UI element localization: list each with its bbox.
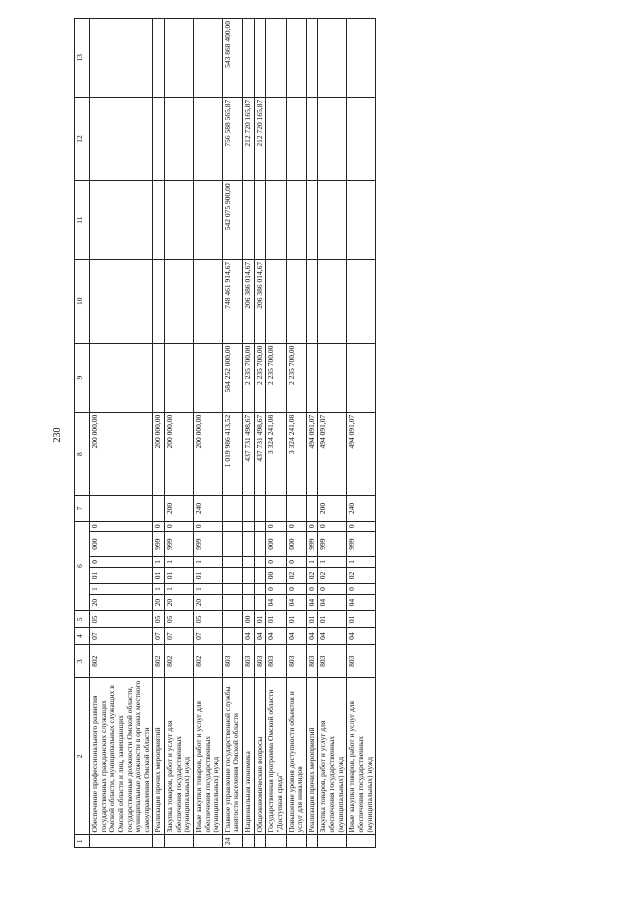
target-code-part: 0 xyxy=(318,584,347,594)
amount-col-9 xyxy=(347,343,376,412)
header-cell: 5 xyxy=(75,611,90,628)
row-name: Закупка товаров, работ и услуг для обеспечения государственных (муниципальных) нужд xyxy=(318,678,347,835)
target-code-part xyxy=(254,594,266,611)
target-code-part xyxy=(222,521,242,531)
amount-col-13 xyxy=(153,19,165,98)
target-code-part: 999 xyxy=(318,532,347,557)
table-row xyxy=(347,19,376,848)
expense-type-code xyxy=(286,496,306,521)
amount-col-9: 2 235 700,00 xyxy=(254,343,266,412)
target-code-part: 02 xyxy=(286,567,306,584)
header-cell: 2 xyxy=(75,678,90,835)
table-row xyxy=(306,19,318,848)
target-code-part: 000 xyxy=(266,532,286,557)
amount-col-12 xyxy=(347,97,376,181)
target-code-part: 02 xyxy=(318,567,347,584)
section-code: 04 xyxy=(306,628,318,645)
expense-type-code xyxy=(254,496,266,521)
target-code-part xyxy=(222,567,242,584)
amount-col-8: 200 000,00 xyxy=(165,412,194,496)
target-code-part xyxy=(243,584,255,594)
target-code-part: 04 xyxy=(318,594,347,611)
header-cell: 7 xyxy=(75,496,90,521)
header-cell: 4 xyxy=(75,628,90,645)
amount-col-13 xyxy=(254,19,266,98)
budget-table xyxy=(74,18,376,848)
target-code-part: 1 xyxy=(165,584,194,594)
target-code-part: 999 xyxy=(193,532,222,557)
amount-col-12 xyxy=(266,97,286,181)
ministry-code: 803 xyxy=(318,644,347,677)
amount-col-8: 494 091,07 xyxy=(318,412,347,496)
section-code: 04 xyxy=(318,628,347,645)
amount-col-10 xyxy=(90,259,153,343)
target-code-part: 0 xyxy=(90,521,153,531)
target-code-part: 1 xyxy=(318,557,347,567)
amount-col-11 xyxy=(318,181,347,260)
target-code-part: 0 xyxy=(153,521,165,531)
row-number: 24 xyxy=(222,835,242,848)
subsection-code: 05 xyxy=(193,611,222,628)
row-name: Государственная программа Омской области "Доступная среда" xyxy=(266,678,286,835)
subsection-code: 01 xyxy=(254,611,266,628)
target-code-part xyxy=(254,584,266,594)
target-code-part xyxy=(243,521,255,531)
target-code-part: 20 xyxy=(193,594,222,611)
header-cell: 12 xyxy=(75,97,90,181)
target-code-part: 000 xyxy=(90,532,153,557)
amount-col-13 xyxy=(266,19,286,98)
row-number xyxy=(318,835,347,848)
table-row xyxy=(266,19,286,848)
row-name: Иные закупки товаров, работ и услуг для обеспечения государственных (муниципальных) нужд xyxy=(347,678,376,835)
row-number xyxy=(243,835,255,848)
header-cell: 11 xyxy=(75,181,90,260)
table-row xyxy=(165,19,194,848)
section-code: 04 xyxy=(266,628,286,645)
amount-col-9 xyxy=(165,343,194,412)
amount-col-10 xyxy=(318,259,347,343)
target-code-part: 0 xyxy=(90,557,153,567)
row-number xyxy=(266,835,286,848)
table-row xyxy=(153,19,165,848)
target-code-part: 1 xyxy=(306,557,318,567)
subsection-code xyxy=(222,611,242,628)
row-name: Повышение уровня доступности объектов и услуг для инвалидов xyxy=(286,678,306,835)
amount-col-13 xyxy=(193,19,222,98)
table-row xyxy=(318,19,347,848)
table-row xyxy=(254,19,266,848)
header-cell: 9 xyxy=(75,343,90,412)
amount-col-8: 437 731 498,67 xyxy=(254,412,266,496)
target-code-part: 0 xyxy=(306,584,318,594)
target-code-part: 04 xyxy=(347,594,376,611)
section-code: 07 xyxy=(153,628,165,645)
target-code-part xyxy=(222,594,242,611)
amount-col-9 xyxy=(90,343,153,412)
target-code-part: 1 xyxy=(153,557,165,567)
row-name: Реализация прочих мероприятий xyxy=(306,678,318,835)
expense-type-code xyxy=(266,496,286,521)
target-code-part xyxy=(254,567,266,584)
subsection-code: 05 xyxy=(165,611,194,628)
target-code-part: 20 xyxy=(165,594,194,611)
amount-col-10 xyxy=(266,259,286,343)
ministry-code: 803 xyxy=(266,644,286,677)
expense-type-code xyxy=(222,496,242,521)
target-code-part: 0 xyxy=(347,584,376,594)
section-code: 04 xyxy=(286,628,306,645)
amount-col-9: 584 252 000,00 xyxy=(222,343,242,412)
subsection-code: 01 xyxy=(318,611,347,628)
target-code-part: 04 xyxy=(286,594,306,611)
expense-type-code: 200 xyxy=(165,496,194,521)
amount-col-12 xyxy=(193,97,222,181)
amount-col-9: 2 235 700,00 xyxy=(243,343,255,412)
amount-col-11 xyxy=(347,181,376,260)
target-code-part: 1 xyxy=(193,584,222,594)
amount-col-12 xyxy=(90,97,153,181)
target-code-part: 999 xyxy=(347,532,376,557)
ministry-code: 802 xyxy=(153,644,165,677)
target-code-part: 0 xyxy=(266,584,286,594)
target-code-part: 1 xyxy=(153,584,165,594)
ministry-code: 803 xyxy=(254,644,266,677)
row-name: Реализация прочих мероприятий xyxy=(153,678,165,835)
ministry-code: 803 xyxy=(243,644,255,677)
row-name: Общеэкономические вопросы xyxy=(254,678,266,835)
amount-col-11 xyxy=(286,181,306,260)
target-code-part: 1 xyxy=(347,557,376,567)
target-code-part: 0 xyxy=(165,521,194,531)
expense-type-code: 240 xyxy=(347,496,376,521)
amount-col-11: 542 075 900,00 xyxy=(222,181,242,260)
amount-col-11 xyxy=(90,181,153,260)
section-code: 04 xyxy=(254,628,266,645)
expense-type-code xyxy=(153,496,165,521)
amount-col-12 xyxy=(165,97,194,181)
target-code-part: 04 xyxy=(306,594,318,611)
section-code: 04 xyxy=(243,628,255,645)
ministry-code: 803 xyxy=(306,644,318,677)
target-code-part: 0 xyxy=(286,557,306,567)
target-code-part xyxy=(243,594,255,611)
target-code-part: 0 xyxy=(266,557,286,567)
target-code-part xyxy=(243,557,255,567)
row-name: Главное управление государственной службы занятости населения Омской области xyxy=(222,678,242,835)
target-code-part: 1 xyxy=(193,557,222,567)
header-cell: 6 xyxy=(75,521,90,611)
target-code-part: 01 xyxy=(90,567,153,584)
row-number xyxy=(306,835,318,848)
section-code xyxy=(222,628,242,645)
amount-col-8: 494 091,07 xyxy=(347,412,376,496)
row-number xyxy=(254,835,266,848)
header-cell: 3 xyxy=(75,644,90,677)
target-code-part: 01 xyxy=(165,567,194,584)
amount-col-8: 494 091,07 xyxy=(306,412,318,496)
amount-col-11 xyxy=(254,181,266,260)
header-cell: 8 xyxy=(75,412,90,496)
amount-col-13 xyxy=(286,19,306,98)
section-code: 04 xyxy=(347,628,376,645)
expense-type-code: 200 xyxy=(318,496,347,521)
target-code-part: 999 xyxy=(306,532,318,557)
amount-col-12 xyxy=(318,97,347,181)
amount-col-8: 200 000,00 xyxy=(90,412,153,496)
amount-col-13 xyxy=(243,19,255,98)
amount-col-10 xyxy=(193,259,222,343)
subsection-code: 00 xyxy=(243,611,255,628)
target-code-part: 01 xyxy=(153,567,165,584)
header-row xyxy=(75,19,90,848)
amount-col-12 xyxy=(286,97,306,181)
amount-col-11 xyxy=(165,181,194,260)
row-number xyxy=(286,835,306,848)
table-row xyxy=(193,19,222,848)
target-code-part: 01 xyxy=(193,567,222,584)
target-code-part: 0 xyxy=(318,521,347,531)
amount-col-9: 2 235 700,00 xyxy=(286,343,306,412)
amount-col-13 xyxy=(318,19,347,98)
amount-col-10 xyxy=(165,259,194,343)
section-code: 07 xyxy=(90,628,153,645)
target-code-part: 02 xyxy=(306,567,318,584)
row-number xyxy=(153,835,165,848)
row-number xyxy=(90,835,153,848)
target-code-part xyxy=(222,532,242,557)
ministry-code: 802 xyxy=(193,644,222,677)
expense-type-code xyxy=(90,496,153,521)
expense-type-code: 240 xyxy=(193,496,222,521)
subsection-code: 01 xyxy=(286,611,306,628)
amount-col-9: 2 235 700,00 xyxy=(266,343,286,412)
row-name: Закупка товаров, работ и услуг для обеспечения государственных (муниципальных) нужд xyxy=(165,678,194,835)
table-row xyxy=(90,19,153,848)
target-code-part: 20 xyxy=(90,594,153,611)
target-code-part: 000 xyxy=(286,532,306,557)
amount-col-13 xyxy=(90,19,153,98)
table-row xyxy=(222,19,242,848)
amount-col-10 xyxy=(153,259,165,343)
target-code-part: 00 xyxy=(266,567,286,584)
header-cell: 13 xyxy=(75,19,90,98)
target-code-part: 0 xyxy=(306,521,318,531)
page-number: 230 xyxy=(52,427,63,443)
subsection-code: 05 xyxy=(153,611,165,628)
amount-col-8: 3 324 241,08 xyxy=(266,412,286,496)
amount-col-10: 206 386 014,67 xyxy=(243,259,255,343)
target-code-part: 0 xyxy=(286,521,306,531)
amount-col-8: 1 019 986 413,52 xyxy=(222,412,242,496)
target-code-part xyxy=(243,567,255,584)
subsection-code: 01 xyxy=(306,611,318,628)
target-code-part: 20 xyxy=(153,594,165,611)
subsection-code: 05 xyxy=(90,611,153,628)
amount-col-8: 3 324 241,08 xyxy=(286,412,306,496)
amount-col-13 xyxy=(347,19,376,98)
target-code-part xyxy=(222,557,242,567)
amount-col-9 xyxy=(193,343,222,412)
target-code-part: 04 xyxy=(266,594,286,611)
expense-type-code xyxy=(243,496,255,521)
amount-col-11 xyxy=(243,181,255,260)
row-number xyxy=(347,835,376,848)
amount-col-11 xyxy=(153,181,165,260)
amount-col-9 xyxy=(306,343,318,412)
table-row xyxy=(243,19,255,848)
amount-col-11 xyxy=(266,181,286,260)
row-name: Иные закупки товаров, работ и услуг для обеспечения государственных (муниципальных) нужд xyxy=(193,678,222,835)
row-name: Обеспечение профессионального развития государственных гражданских служащих Омской области, муниципальных служащих в Омской области и лиц, замещающих государственные должности Омской области, муниципальные должности в органах местного самоуправления Омской области xyxy=(90,678,153,835)
subsection-code: 01 xyxy=(266,611,286,628)
expense-type-code xyxy=(306,496,318,521)
amount-col-8: 200 000,00 xyxy=(193,412,222,496)
section-code: 07 xyxy=(165,628,194,645)
amount-col-10: 748 461 914,67 xyxy=(222,259,242,343)
ministry-code: 802 xyxy=(90,644,153,677)
target-code-part xyxy=(254,557,266,567)
amount-col-8: 200 000,00 xyxy=(153,412,165,496)
ministry-code: 803 xyxy=(347,644,376,677)
target-code-part xyxy=(222,584,242,594)
amount-col-12: 212 720 165,87 xyxy=(243,97,255,181)
row-number xyxy=(165,835,194,848)
target-code-part: 0 xyxy=(266,521,286,531)
target-code-part: 1 xyxy=(165,557,194,567)
amount-col-13 xyxy=(306,19,318,98)
amount-col-12: 756 588 565,87 xyxy=(222,97,242,181)
amount-col-10 xyxy=(286,259,306,343)
row-number xyxy=(193,835,222,848)
table-row xyxy=(286,19,306,848)
ministry-code: 803 xyxy=(286,644,306,677)
amount-col-9 xyxy=(153,343,165,412)
amount-col-13: 543 868 400,00 xyxy=(222,19,242,98)
target-code-part: 999 xyxy=(153,532,165,557)
amount-col-10 xyxy=(306,259,318,343)
target-code-part: 0 xyxy=(347,521,376,531)
ministry-code: 802 xyxy=(165,644,194,677)
amount-col-12 xyxy=(306,97,318,181)
budget-table-rotated xyxy=(74,18,614,848)
amount-col-8: 437 731 498,67 xyxy=(243,412,255,496)
amount-col-11 xyxy=(193,181,222,260)
target-code-part: 1 xyxy=(90,584,153,594)
target-code-part xyxy=(254,521,266,531)
amount-col-12: 212 720 165,87 xyxy=(254,97,266,181)
ministry-code: 803 xyxy=(222,644,242,677)
target-code-part: 02 xyxy=(347,567,376,584)
target-code-part: 0 xyxy=(286,584,306,594)
amount-col-10 xyxy=(347,259,376,343)
header-cell: 1 xyxy=(75,835,90,848)
row-name: Национальная экономика xyxy=(243,678,255,835)
target-code-part xyxy=(254,532,266,557)
amount-col-9 xyxy=(318,343,347,412)
subsection-code: 01 xyxy=(347,611,376,628)
target-code-part xyxy=(243,532,255,557)
target-code-part: 0 xyxy=(193,521,222,531)
amount-col-13 xyxy=(165,19,194,98)
amount-col-10: 206 386 014,67 xyxy=(254,259,266,343)
amount-col-11 xyxy=(306,181,318,260)
amount-col-12 xyxy=(153,97,165,181)
header-cell: 10 xyxy=(75,259,90,343)
section-code: 07 xyxy=(193,628,222,645)
target-code-part: 999 xyxy=(165,532,194,557)
